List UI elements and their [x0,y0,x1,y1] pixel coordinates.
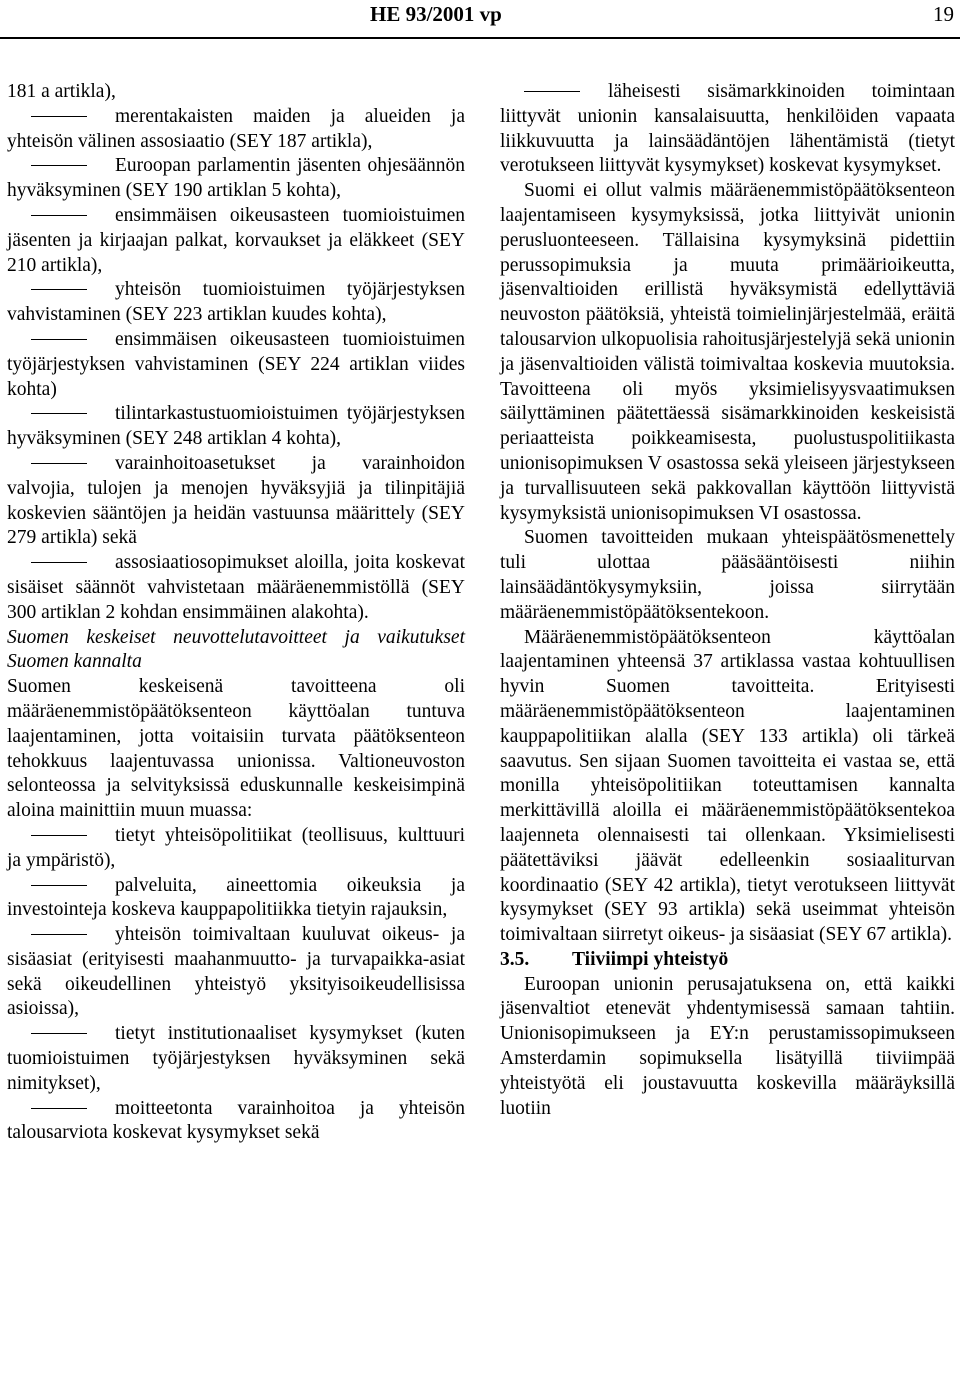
section-heading [500,948,955,973]
list-item: varainhoitoasetukset ja varainhoidon valvojia, tulojen ja menojen hyväksyjiä ja tilinpitäjiä koskevien sääntöjen ja heidän vastuunsa määrittely (SEY 279 artikla) sekä [7,452,465,549]
dash-marker [31,1033,87,1034]
list-item: moitteetonta varainhoitoa ja yhteisön talousarviota koskevat kysymykset sekä [7,1097,465,1144]
dash-marker [524,91,580,92]
list-item: assosiaatiosopimukset aloilla, joita koskevat sisäiset säännöt vahvistetaan määräenemmistöllä (SEY 300 artiklan 2 kohdan ensimmäinen alakohta). [7,552,465,623]
dash-marker [31,289,87,290]
subheading: Suomen keskeiset neuvottelutavoitteet ja vaikutukset Suomen kannalta [7,626,465,673]
section-number: 3.5. [500,948,530,970]
list-item: tietyt yhteisöpolitiikat (teollisuus, kulttuuri ja ympäristö), [7,824,465,871]
list-item: ensimmäisen oikeusasteen tuomioistuimen jäsenten ja kirjaajan palkat, korvaukset ja eläkkeet (SEY 210 artikla), [7,204,465,276]
dash-marker [31,1108,87,1109]
paragraph: Suomen keskeisenä tavoitteena oli määräenemmistöpäätöksenteon käyttöalan tuntuva laajentaminen, jotta voitaisiin turvata päätöksenteon tehokkuus laajentuvassa unionissa. Valtioneuvoston selonteossa ja selvityksissä eduskunnalle keskeisimpinä aloina mainittiin muun muassa: [7,676,465,822]
paragraph: Suomen tavoitteiden mukaan yhteispäätösmenettely tuli ulottaa pääsääntöisesti niihin lainsäädäntökysymyksiin, joissa siirrytään määräenemmistöpäätöksentekoon. [500,527,955,623]
dash-marker [31,835,87,836]
dash-marker [31,215,87,216]
page-header [0,0,960,30]
left-column [7,80,465,1146]
list-item: tilintarkastustuomioistuimen työjärjestyksen hyväksyminen (SEY 248 artiklan 4 kohta), [7,403,465,450]
right-column [500,80,955,1121]
list-item: läheisesti sisämarkkinoiden toimintaan liittyvät unionin kansalaisuutta, henkilöiden vapaata liikkuvuutta ja lainsäädäntöjen lähentämistä (tietyt verotukseen liittyvät kysymykset) koskevat kysymykset. [500,81,955,177]
dash-marker [31,165,87,166]
list-item: Euroopan parlamentin jäsenten ohjesäännön hyväksyminen (SEY 190 artiklan 5 kohta), [7,155,465,202]
dash-marker [31,339,87,340]
list-item: yhteisön toimivaltaan kuuluvat oikeus- ja sisäasiat (erityisesti maahanmuutto- ja turvapaikka-asiat sekä oikeudellinen yhteistyö yksityisoikeudellisissa asioissa), [7,924,465,1020]
dash-marker [31,934,87,935]
dash-marker [31,413,87,414]
paragraph: Määräenemmistöpäätöksenteon käyttöalan laajentaminen yhteensä 37 artiklassa vastaa kohtuullisen hyvin Suomen tavoitteita. Erityisesti määräenemmistöpäätöksenteon laajentaminen kauppapolitiikan alalla (SEY 133 artikla) oli tärkeä saavutus. Sen sijaan Suomen tavoitteita ei vastaa se, että monilla yhteisöpolitiikan toteuttamisen kannalta merkittävillä aloilla ei määräenemmistöpäätöksentekoa laajenneta olennaisesti tai ollenkaan. Yksimielisesti päätettäviksi jäävät edelleenkin sosiaaliturvan koordinaatio (SEY 42 artikla), tietyt verotukseen liittyvät kysymykset (SEY 93 artikla) sekä useimmat yhteisön toimivaltaan siirretyt oikeus- ja sisäasiat (SEY 67 artikla). [500,626,955,946]
dash-marker [31,116,87,117]
page-number: 19 [933,2,954,26]
list-item: yhteisön tuomioistuimen työjärjestyksen vahvistaminen (SEY 223 artiklan kuudes kohta), [7,279,465,326]
list-item: palveluita, aineettomia oikeuksia ja investointeja koskeva kauppapolitiikka tietyin rajauksin, [7,874,465,921]
list-item: ensimmäisen oikeusasteen tuomioistuimen työjärjestyksen vahvistaminen (SEY 224 artiklan viides kohta) [7,328,465,400]
dash-marker [31,885,87,886]
paragraph: Suomi ei ollut valmis määräenemmistöpäätöksenteon laajentamiseen kysymyksissä, jotka liittyivät unionin perusluonteeseen. Tällaisina kysymyksinä pidettiin perussopimuksia ja muuta primäärioikeutta, jäsenvaltioiden erillistä hyväksymistä edellyttäviä neuvoston päätöksiä, yhteistä toimielinjärjestelmää, eräitä talousarvion ulkopuolisia rahoitusjärjestelyjä sekä unionin ja jäsenvaltioiden välistä toimivaltaa koskevia muutoksia. Tavoitteena oli myös yksimielisyysvaatimuksen säilyttäminen päätettäessä sisämarkkinoiden keskeisistä periaatteista poikkeamisesta, puolustuspolitiikasta unionisopimuksen V osastossa sekä yleiseen järjestykseen ja turvallisuuteen sekä pakkovallan käyttöön liittyvistä kysymyksistä unionisopimuksen VI osastossa. [500,180,955,524]
header-rule [0,37,960,39]
document-id: HE 93/2001 vp [370,2,502,26]
list-item: tietyt institutionaaliset kysymykset (kuten tuomioistuimen työjärjestyksen hyväksyminen sekä nimitykset), [7,1023,465,1094]
paragraph: 181 a artikla), [7,81,116,102]
dash-marker [31,463,87,464]
list-item: merentakaisten maiden ja alueiden ja yhteisön välinen assosiaatio (SEY 187 artikla), [7,105,465,152]
dash-marker [31,562,87,563]
paragraph: Euroopan unionin perusajatuksena on, että kaikki jäsenvaltiot etenevät yhdentymisessä samaan tahtiin. Unionisopimukseen ja EY:n perustamissopimukseen Amsterdamin sopimuksella lisätyillä tiiviimpää yhteistyötä eli joustavuutta koskevilla määräyksillä luotiin [500,973,955,1119]
section-title: Tiiviimpi yhteistyö [572,948,729,970]
